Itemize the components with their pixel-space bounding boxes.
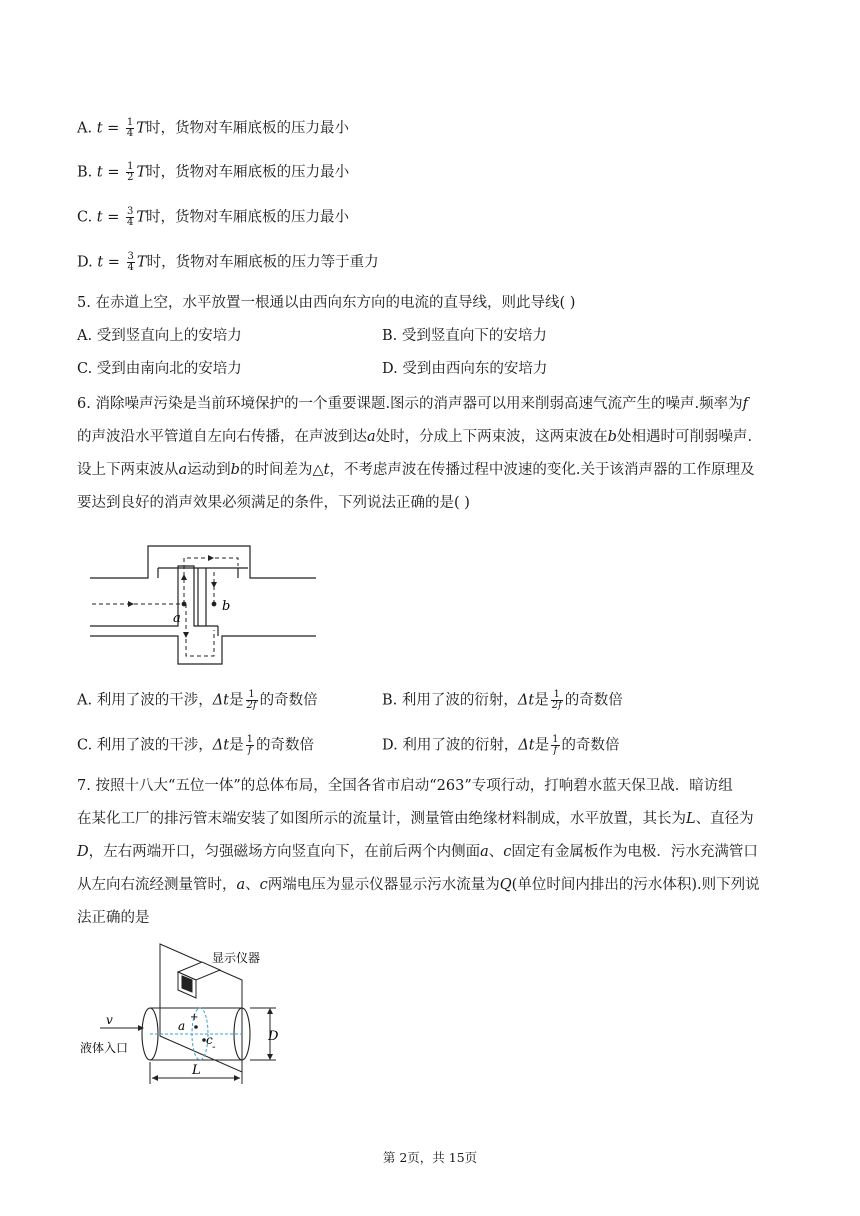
q5-stem: 5. 在赤道上空，水平放置一根通以由西向东方向的电流的直导线，则此导线( )	[77, 295, 576, 311]
inlet-label: 液体入口	[80, 1041, 129, 1055]
diameter-label: D	[268, 1029, 279, 1044]
display-label: 显示仪器	[212, 951, 261, 965]
q6-stem-line-1: 6. 消除噪声污染是当前环境保护的一个重要课题.图示的消声器可以用来削弱高速气流产生的噪声.频率为f	[77, 396, 749, 412]
q6-option-d: D. 利用了波的衍射，Δt是 $\frac{1}{f}$ 的奇数倍	[382, 734, 620, 756]
muffler-svg	[88, 540, 318, 670]
point-b-marker	[212, 602, 217, 607]
electrode-c-label: c	[206, 1033, 213, 1047]
label-b: b	[222, 599, 231, 614]
flowmeter-svg	[78, 940, 288, 1090]
q6-stem-line-3: 设上下两束波从a运动到b的时间差为△t，不考虑声波在传播过程中波速的变化.关于该消声器的工作原理及	[77, 462, 755, 478]
q4-option-a: A. t = $\frac{1}{4}$ T时，货物对车厢底板的压力最小	[77, 117, 349, 139]
point-a-marker	[182, 602, 187, 607]
muffler-bottom-wall	[90, 636, 316, 664]
q7-stem-line-5: 法正确的是	[77, 910, 150, 926]
q4-option-c: C. t = $\frac{3}{4}$ T时，货物对车厢底板的压力最小	[77, 206, 350, 228]
display-instrument	[178, 962, 220, 998]
q7-stem-line-3: D，左右两端开口，匀强磁场方向竖直向下，在前后两个内侧面a、c固定有金属板作为电极．污水充满管口	[77, 844, 758, 860]
q6-option-c: C. 利用了波的干涉，Δt是 $\frac{1}{f}$ 的奇数倍	[77, 734, 314, 756]
label-a: a	[173, 611, 181, 626]
flowmeter-diagram	[78, 940, 288, 1090]
q5-option-c: C. 受到由南向北的安培力	[77, 361, 242, 377]
muffler-top-wall	[90, 546, 316, 578]
muffler-diagram	[88, 540, 318, 670]
q7-stem-line-4: 从左向右流经测量管时，a、c两端电压为显示仪器显示污水流量为Q(单位时间内排出的污水体积).则下列说	[77, 877, 760, 893]
q4-option-d: D. t = $\frac{3}{4}$ T时，货物对车厢底板的压力等于重力	[77, 251, 379, 273]
q4-option-b: B. t = $\frac{1}{2}$ T时，货物对车厢底板的压力最小	[77, 161, 350, 183]
velocity-label: v	[106, 1013, 113, 1027]
length-label: L	[192, 1063, 201, 1078]
q5-option-a: A. 受到竖直向上的安培力	[77, 328, 242, 344]
q7-stem-line-1: 7. 按照十八大“五位一体”的总体布局，全国各省市启动“263”专项行动，打响碧水蓝天保卫战．暗访组	[77, 778, 733, 794]
q5-option-d: D. 受到由西向东的安培力	[382, 361, 548, 377]
plus-sign: +	[190, 1012, 199, 1023]
q6-stem-line-4: 要达到良好的消声效果必须满足的条件，下列说法正确的是( )	[77, 495, 470, 511]
page-footer: 第 2页，共 15页	[382, 1150, 478, 1165]
minus-sign: -	[212, 1042, 216, 1053]
q6-option-a: A. 利用了波的干涉，Δt是 $\frac{1}{2f}$ 的奇数倍	[77, 689, 318, 711]
electrode-a-label: a	[178, 1019, 186, 1033]
q7-stem-line-2: 在某化工厂的排污管末端安装了如图所示的流量计，测量管由绝缘材料制成，水平放置，其长为L、直径为	[77, 811, 754, 827]
q5-option-b: B. 受到竖直向下的安培力	[382, 328, 547, 344]
q6-option-b: B. 利用了波的衍射，Δt是 $\frac{1}{2f}$ 的奇数倍	[382, 689, 623, 711]
muffler-inner-wall	[90, 566, 218, 626]
q6-stem-line-2: 的声波沿水平管道自左向右传播，在声波到达a处时，分成上下两束波，这两束波在b处相遇时可削弱噪声.	[77, 429, 753, 445]
